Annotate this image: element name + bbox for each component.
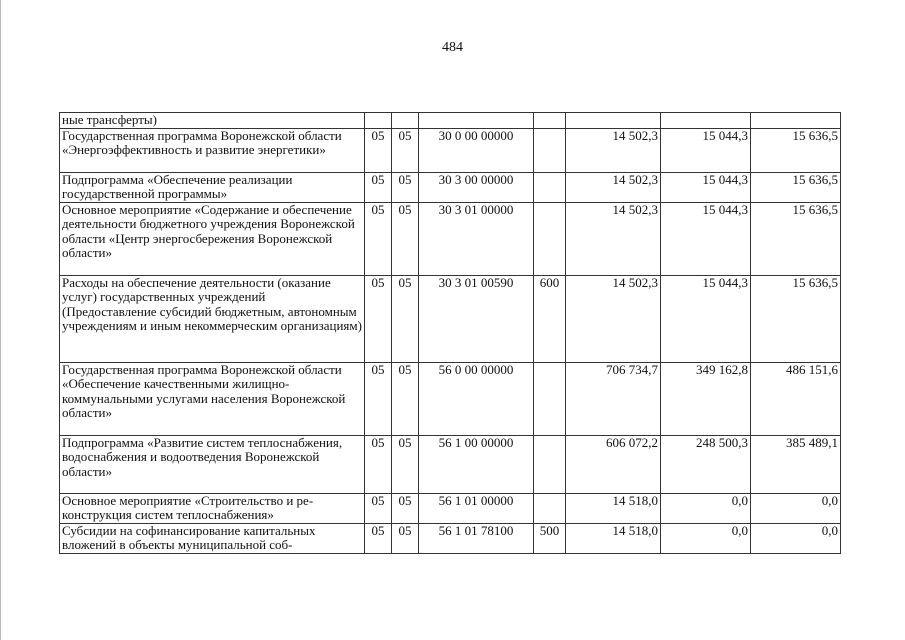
row-amount-year1: 14 502,3: [566, 275, 661, 362]
row-amount-year3: 385 489,1: [751, 435, 841, 493]
row-target-article: 56 1 01 00000: [419, 493, 534, 523]
row-section-code: 05: [365, 435, 392, 493]
row-subsection-code: [392, 113, 419, 129]
row-subsection-code: 05: [392, 275, 419, 362]
row-target-article: 30 0 00 00000: [419, 128, 534, 172]
row-section-code: [365, 113, 392, 129]
row-expense-type: [534, 435, 566, 493]
row-name: Подпрограмма «Обеспечение реализации государственной программы»: [60, 172, 365, 202]
row-name: Основное мероприятие «Строительство и реконструкция систем теплоснабжения»: [60, 493, 365, 523]
row-amount-year1: 706 734,7: [566, 362, 661, 435]
row-amount-year1: 14 518,0: [566, 493, 661, 523]
row-name: ные трансферты): [60, 113, 365, 129]
row-amount-year1: 14 502,3: [566, 128, 661, 172]
row-amount-year2: 248 500,3: [661, 435, 751, 493]
table-row: [60, 493, 841, 523]
table-row: [60, 435, 841, 493]
row-amount-year1: [566, 113, 661, 129]
row-section-code: 05: [365, 172, 392, 202]
scan-edge: [0, 0, 1, 640]
row-amount-year3: 15 636,5: [751, 202, 841, 275]
row-section-code: 05: [365, 493, 392, 523]
row-target-article: 30 3 01 00000: [419, 202, 534, 275]
row-section-code: 05: [365, 128, 392, 172]
row-section-code: 05: [365, 523, 392, 553]
table-row: [60, 275, 841, 362]
row-amount-year2: 0,0: [661, 493, 751, 523]
table-row: [60, 113, 841, 129]
row-amount-year2: 349 162,8: [661, 362, 751, 435]
row-subsection-code: 05: [392, 202, 419, 275]
row-amount-year2: 15 044,3: [661, 275, 751, 362]
table-row: [60, 128, 841, 172]
row-subsection-code: 05: [392, 435, 419, 493]
row-subsection-code: 05: [392, 128, 419, 172]
row-expense-type: [534, 172, 566, 202]
row-amount-year3: 15 636,5: [751, 275, 841, 362]
row-section-code: 05: [365, 275, 392, 362]
table-row: [60, 172, 841, 202]
row-expense-type: [534, 493, 566, 523]
row-target-article: 56 1 01 78100: [419, 523, 534, 553]
row-subsection-code: 05: [392, 493, 419, 523]
row-amount-year1: 14 502,3: [566, 172, 661, 202]
table-row: [60, 523, 841, 553]
row-target-article: 30 3 00 00000: [419, 172, 534, 202]
page-number: 484: [442, 40, 463, 55]
row-amount-year2: 0,0: [661, 523, 751, 553]
row-amount-year2: [661, 113, 751, 129]
row-amount-year3: 0,0: [751, 523, 841, 553]
row-expense-type: [534, 128, 566, 172]
row-amount-year3: 15 636,5: [751, 172, 841, 202]
row-subsection-code: 05: [392, 523, 419, 553]
table-body: [60, 113, 841, 554]
budget-table: [59, 112, 841, 554]
row-amount-year3: 0,0: [751, 493, 841, 523]
row-amount-year2: 15 044,3: [661, 172, 751, 202]
row-amount-year2: 15 044,3: [661, 128, 751, 172]
row-target-article: 30 3 01 00590: [419, 275, 534, 362]
row-section-code: 05: [365, 202, 392, 275]
row-subsection-code: 05: [392, 172, 419, 202]
row-name: Подпрограмма «Развитие систем теплоснабжения, водоснабжения и водоотведения Воронежской области»: [60, 435, 365, 493]
row-target-article: 56 1 00 00000: [419, 435, 534, 493]
row-expense-type: 600: [534, 275, 566, 362]
row-amount-year2: 15 044,3: [661, 202, 751, 275]
row-expense-type: [534, 113, 566, 129]
row-target-article: [419, 113, 534, 129]
row-name: Основное мероприятие «Содержание и обеспечение деятельности бюджетного учреждения Воронежской области «Центр энергосбережения Воронежской области»: [60, 202, 365, 275]
row-name: Государственная программа Воронежской области «Обеспечение качественными жилищно-коммунальными услугами населения Воронежской области»: [60, 362, 365, 435]
row-target-article: 56 0 00 00000: [419, 362, 534, 435]
row-amount-year1: 606 072,2: [566, 435, 661, 493]
row-amount-year1: 14 502,3: [566, 202, 661, 275]
table-row: [60, 202, 841, 275]
row-expense-type: [534, 362, 566, 435]
row-amount-year1: 14 518,0: [566, 523, 661, 553]
row-section-code: 05: [365, 362, 392, 435]
row-amount-year3: [751, 113, 841, 129]
row-amount-year3: 15 636,5: [751, 128, 841, 172]
row-subsection-code: 05: [392, 362, 419, 435]
row-expense-type: 500: [534, 523, 566, 553]
row-amount-year3: 486 151,6: [751, 362, 841, 435]
table-row: [60, 362, 841, 435]
row-name: Государственная программа Воронежской области «Энергоэффективность и развитие энергетики»: [60, 128, 365, 172]
row-name: Субсидии на софинансирование капитальных вложений в объекты муниципальной соб-: [60, 523, 365, 553]
row-name: Расходы на обеспечение деятельности (оказание услуг) государственных учреждений (Предоставление субсидий бюджетным, автономным учреждениям и иным некоммерческим организациям): [60, 275, 365, 362]
row-expense-type: [534, 202, 566, 275]
